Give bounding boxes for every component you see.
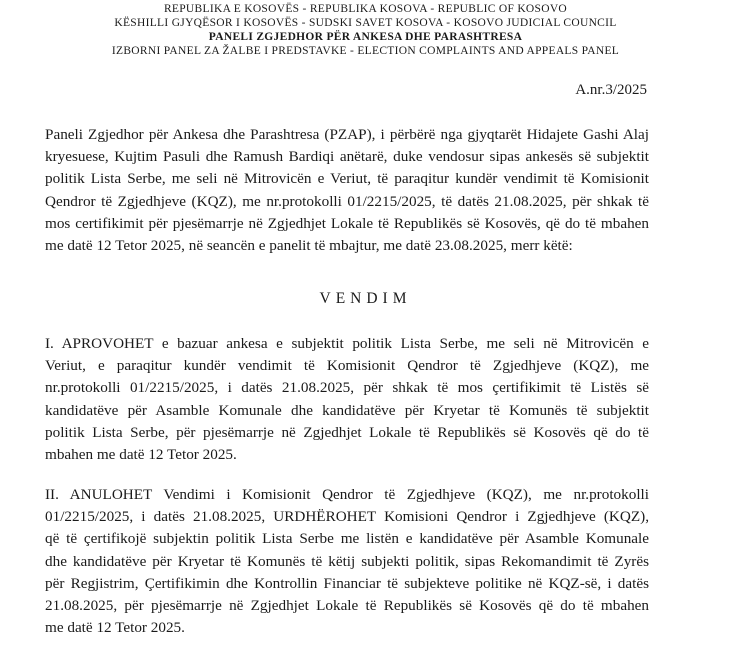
intro-line: Paneli Zgjedhor për Ankesa dhe Parashtresa (PZAP), i përbërë nga gjyqtarët Hidajete Gashi Alaj	[45, 126, 649, 143]
paragraph-line: dhe kandidatëve për Kryetar të Komunës të këtij subjekti politik, sipas Rekomandimit të Zyrës	[45, 552, 649, 570]
document-header	[0, 2, 731, 58]
paragraph-line: politik Lista Serbe, për pjesëmarrje në Zgjedhjet Lokale të Republikës së Kosovës që do të	[45, 423, 649, 441]
header-panel-translation-line: IZBORNI PANEL ZA ŽALBE I PREDSTAVKE - ELECTION COMPLAINTS AND APPEALS PANEL	[111, 45, 620, 57]
intro-line: kryesuese, Kujtim Pasuli dhe Ramush Bardiqi anëtarë, duke vendosur sipas ankesës së subjektit	[45, 148, 649, 166]
header-panel-line: PANELI ZGJEDHOR PËR ANKESA DHE PARASHTRESA	[208, 31, 523, 43]
paragraph-line: për Regjistrim, Çertifikimin dhe Kontrollin Financiar të subjekteve politike në KQZ-së, i datës	[45, 574, 649, 592]
paragraph-line: I. APROVOHET e bazuar ankesa e subjektit politik Lista Serbe, me seli në Mitrovicën e	[45, 335, 649, 352]
paragraph-line: nr.protokolli 01/2215/2025, i datës 21.08.2025, për shkak të mos çertifikimit të Listës së	[45, 379, 649, 397]
paragraph-line: që të çertifikojë subjektin politik Lista Serbe me listën e kandidatëve për Asamble Komunale	[45, 530, 649, 548]
decision-title: VENDIM	[319, 290, 412, 307]
paragraph-line: mbahen me datë 12 Tetor 2025.	[45, 446, 237, 464]
header-republic-line: REPUBLIKA E KOSOVËS - REPUBLIKA KOSOVA - REPUBLIC OF KOSOVO	[163, 3, 568, 15]
intro-line: Qendror të Zgjedhjeve (KQZ), me nr.protokolli 01/2215/2025, të datës 21.08.2025, për shkak të	[45, 192, 649, 210]
intro-paragraph	[45, 124, 649, 257]
paragraph-line: kandidatëve për Asamble Komunale dhe kandidatëve për Kryetar të Komunës të subjektit	[45, 401, 649, 419]
decision-point-two	[45, 484, 649, 639]
case-reference-number: A.nr.3/2025	[575, 82, 647, 98]
decision-point-one	[45, 333, 649, 466]
paragraph-line: Veriut, e paraqitur kundër vendimit të Komisionit Qendror të Zgjedhjeve (KQZ), me	[45, 357, 649, 375]
paragraph-line: 21.08.2025, për pjesëmarrje në Zgjedhjet Lokale të Republikës së Kosovës që do të mbahen	[45, 597, 649, 615]
paragraph-line: II. ANULOHET Vendimi i Komisionit Qendror të Zgjedhjeve (KQZ), me nr.protokolli	[45, 486, 649, 503]
paragraph-line: me datë 12 Tetor 2025.	[45, 619, 185, 637]
intro-line: me datë 12 Tetor 2025, në seancën e panelit të mbajtur, me datë 23.08.2025, merr këtë:	[45, 237, 573, 255]
intro-line: politik Lista Serbe, me seli në Mitrovicën e Veriut, të paraqitur kundër vendimit të Komisionit	[45, 170, 649, 188]
header-council-line: KËSHILLI GJYQËSOR I KOSOVËS - SUDSKI SAVET KOSOVA - KOSOVO JUDICIAL COUNCIL	[114, 17, 617, 29]
paragraph-line: 01/2215/2025, i datës 21.08.2025, URDHËROHET Komisioni Qendror i Zgjedhjeve (KQZ),	[45, 508, 649, 526]
intro-line: mos certifikimit për pjesëmarrje në Zgjedhjet Lokale të Republikës së Kosovës, që do të mbahen	[45, 214, 649, 232]
